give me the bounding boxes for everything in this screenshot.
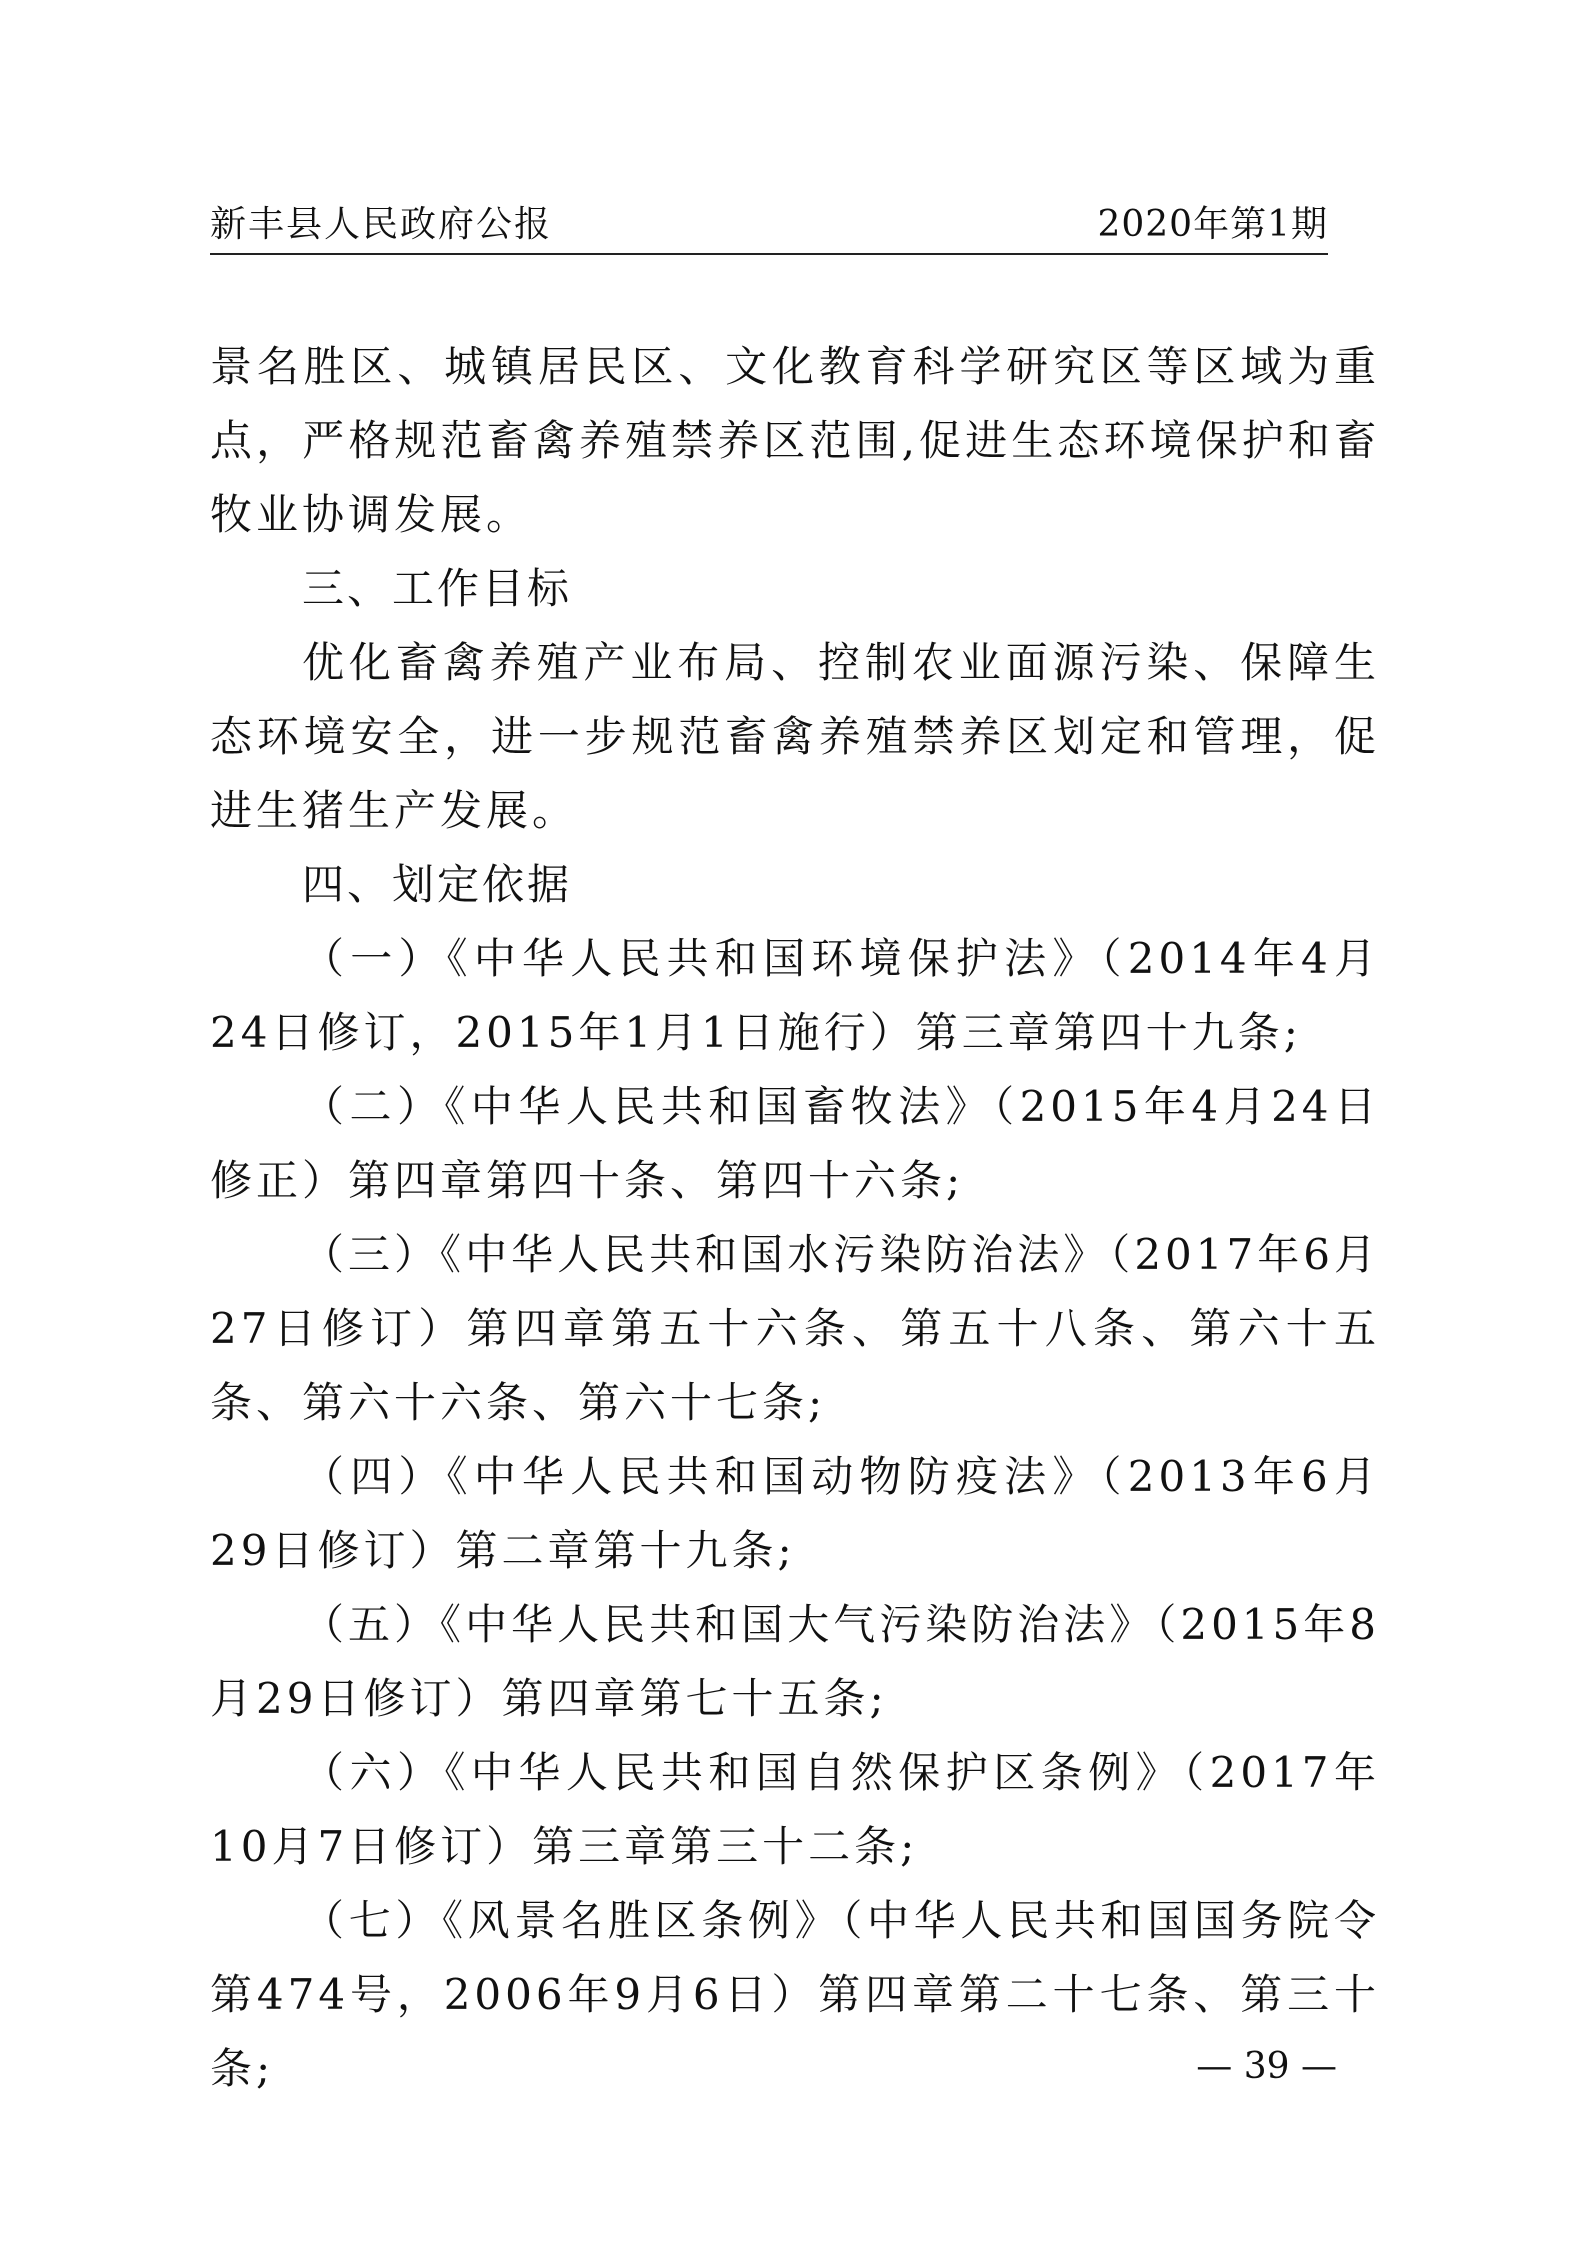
basis-item-5: （五）《中华人民共和国大气污染防治法》（2015年8月29日修订）第四章第七十五条;	[210, 1600, 1380, 1723]
basis-item-7: （七）《风景名胜区条例》（中华人民共和国国务院令第474号，2006年9月6日）第四章第二十七条、第三十条;	[210, 1896, 1380, 2093]
paragraph-continuation: 景名胜区、城镇居民区、文化教育科学研究区等区域为重点，严格规范畜禽养殖禁养区范围,促进生态环境保护和畜牧业协调发展。	[210, 342, 1380, 539]
basis-item-6: （六）《中华人民共和国自然保护区条例》（2017年10月7日修订）第三章第三十二条;	[210, 1748, 1380, 1871]
publication-title: 新丰县人民政府公报	[210, 204, 553, 245]
basis-item-2: （二）《中华人民共和国畜牧法》（2015年4月24日修正）第四章第四十条、第四十六条;	[210, 1082, 1380, 1205]
page-header	[210, 205, 1328, 255]
basis-item-1: （一）《中华人民共和国环境保护法》（2014年4月24日修订，2015年1月1日施行）第三章第四十九条;	[210, 934, 1380, 1057]
section-heading-basis: 四、划定依据	[302, 860, 573, 909]
section-heading-goals: 三、工作目标	[302, 564, 573, 613]
basis-item-3: （三）《中华人民共和国水污染防治法》（2017年6月27日修订）第四章第五十六条、第五十八条、第六十五条、第六十六条、第六十七条;	[210, 1230, 1380, 1427]
paragraph-goals: 优化畜禽养殖产业布局、控制农业面源污染、保障生态环境安全，进一步规范畜禽养殖禁养区划定和管理，促进生猪生产发展。	[210, 638, 1380, 835]
page-number: — 39 —	[1196, 2046, 1337, 2087]
issue-number: 2020年第1期	[1097, 204, 1328, 245]
basis-item-4: （四）《中华人民共和国动物防疫法》（2013年6月29日修订）第二章第十九条;	[210, 1452, 1380, 1575]
document-body	[210, 330, 1380, 2106]
